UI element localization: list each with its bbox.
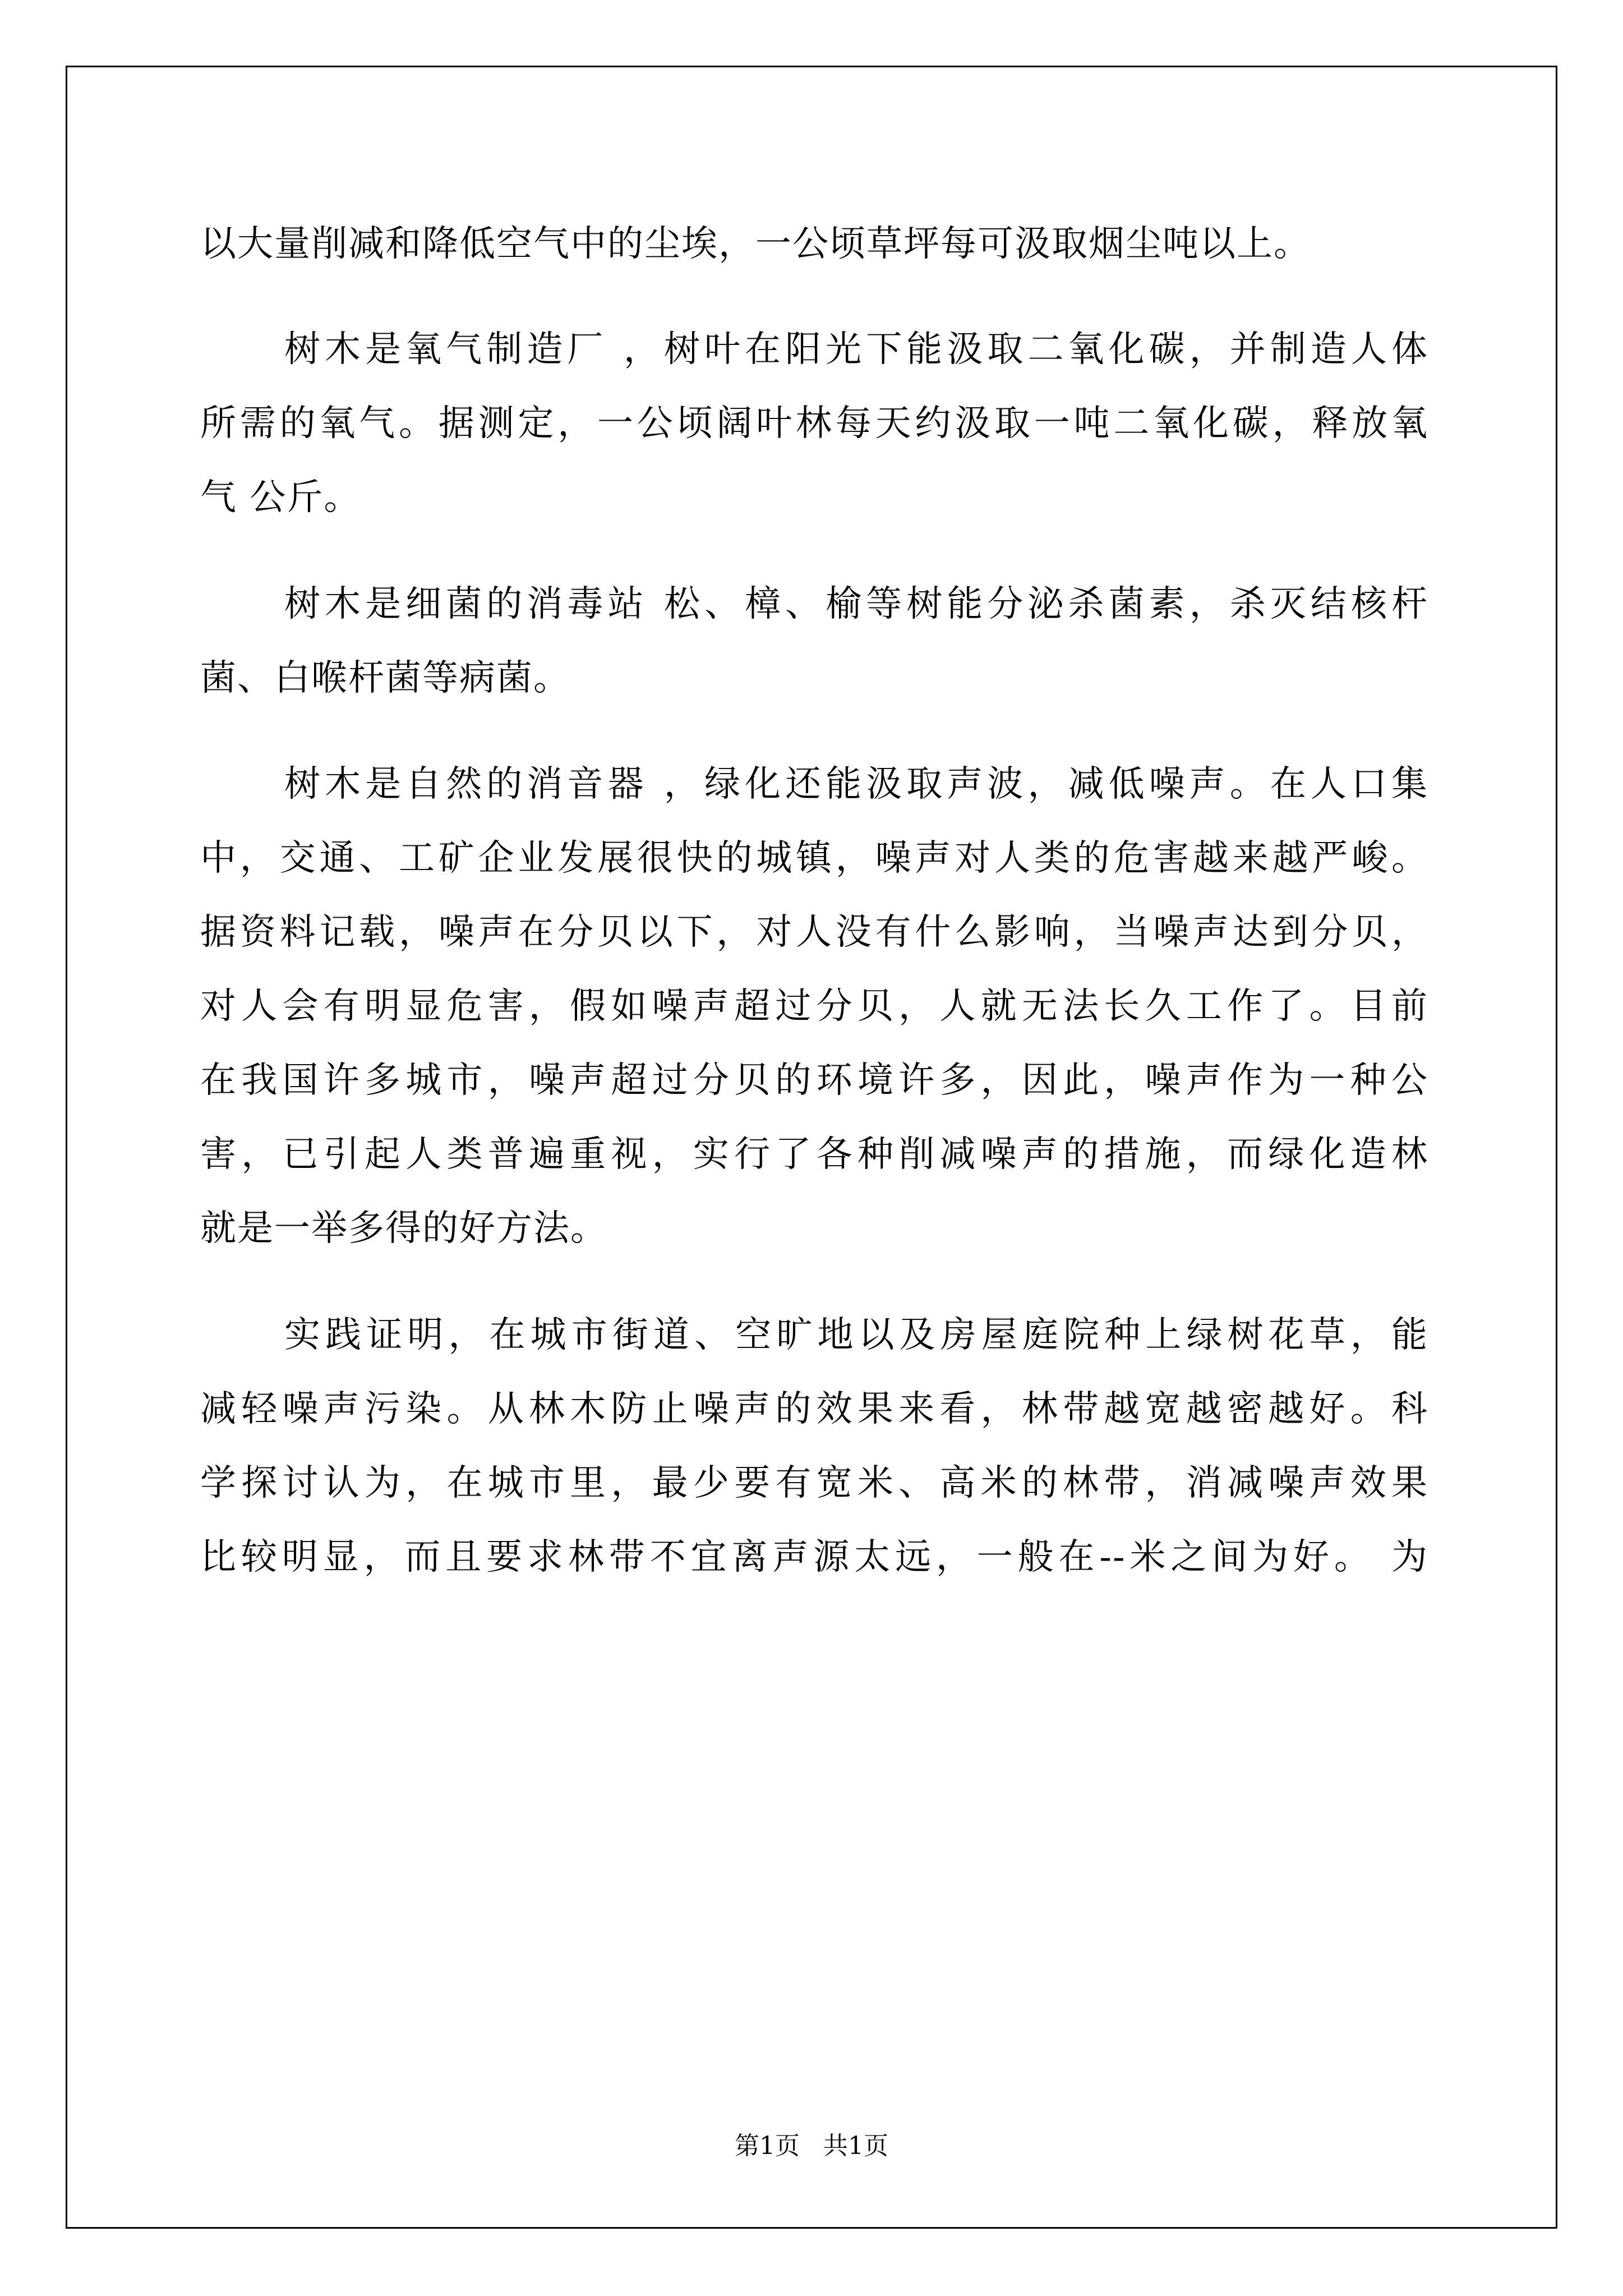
text-line-10: 对人会有明显危害，假如噪声超过分贝，人就无法长久工作了。目前 xyxy=(200,986,1428,1027)
text-line-4: 气 公斤。 xyxy=(200,477,361,518)
text-line-8: 中，交通、工矿企业发展很快的城镇，噪声对人类的危害越来越严峻。 xyxy=(200,838,1428,879)
page-footer: 第1页 共1页 xyxy=(735,2132,888,2160)
text-line-12: 害，已引起人类普遍重视，实行了各种削减噪声的措施，而绿化造林 xyxy=(200,1134,1428,1175)
text-line-3: 所需的氧气。据测定，一公顷阔叶林每天约汲取一吨二氧化碳，释放氧 xyxy=(200,403,1428,444)
text-line-17: 比较明显，而且要求林带不宜离声源太远，一般在--米之间为好。 为 xyxy=(200,1536,1428,1578)
text-line-1: 以大量削减和降低空气中的尘埃，一公顷草坪每可汲取烟尘吨以上。 xyxy=(200,223,1311,265)
text-line-7: 树木是自然的消音器 ，绿化还能汲取声波，减低噪声。在人口集 xyxy=(284,763,1428,805)
text-line-5: 树木是细菌的消毒站 松、樟、榆等树能分泌杀菌素，杀灭结核杆 xyxy=(284,583,1428,625)
text-line-6: 菌、白喉杆菌等病菌。 xyxy=(200,657,570,699)
text-line-15: 减轻噪声污染。从林木防止噪声的效果来看，林带越宽越密越好。科 xyxy=(200,1388,1428,1430)
text-line-16: 学探讨认为，在城市里，最少要有宽米、高米的林带，消减噪声效果 xyxy=(200,1462,1428,1504)
text-line-13: 就是一举多得的好方法。 xyxy=(200,1208,607,1249)
text-line-11: 在我国许多城市，噪声超过分贝的环境许多，因此，噪声作为一种公 xyxy=(200,1060,1428,1101)
text-line-2: 树木是氧气制造厂 ，树叶在阳光下能汲取二氧化碳，并制造人体 xyxy=(284,329,1428,370)
text-line-9: 据资料记载，噪声在分贝以下，对人没有什么影响，当噪声达到分贝， xyxy=(200,912,1428,953)
text-line-14: 实践证明，在城市街道、空旷地以及房屋庭院种上绿树花草，能 xyxy=(284,1314,1428,1356)
